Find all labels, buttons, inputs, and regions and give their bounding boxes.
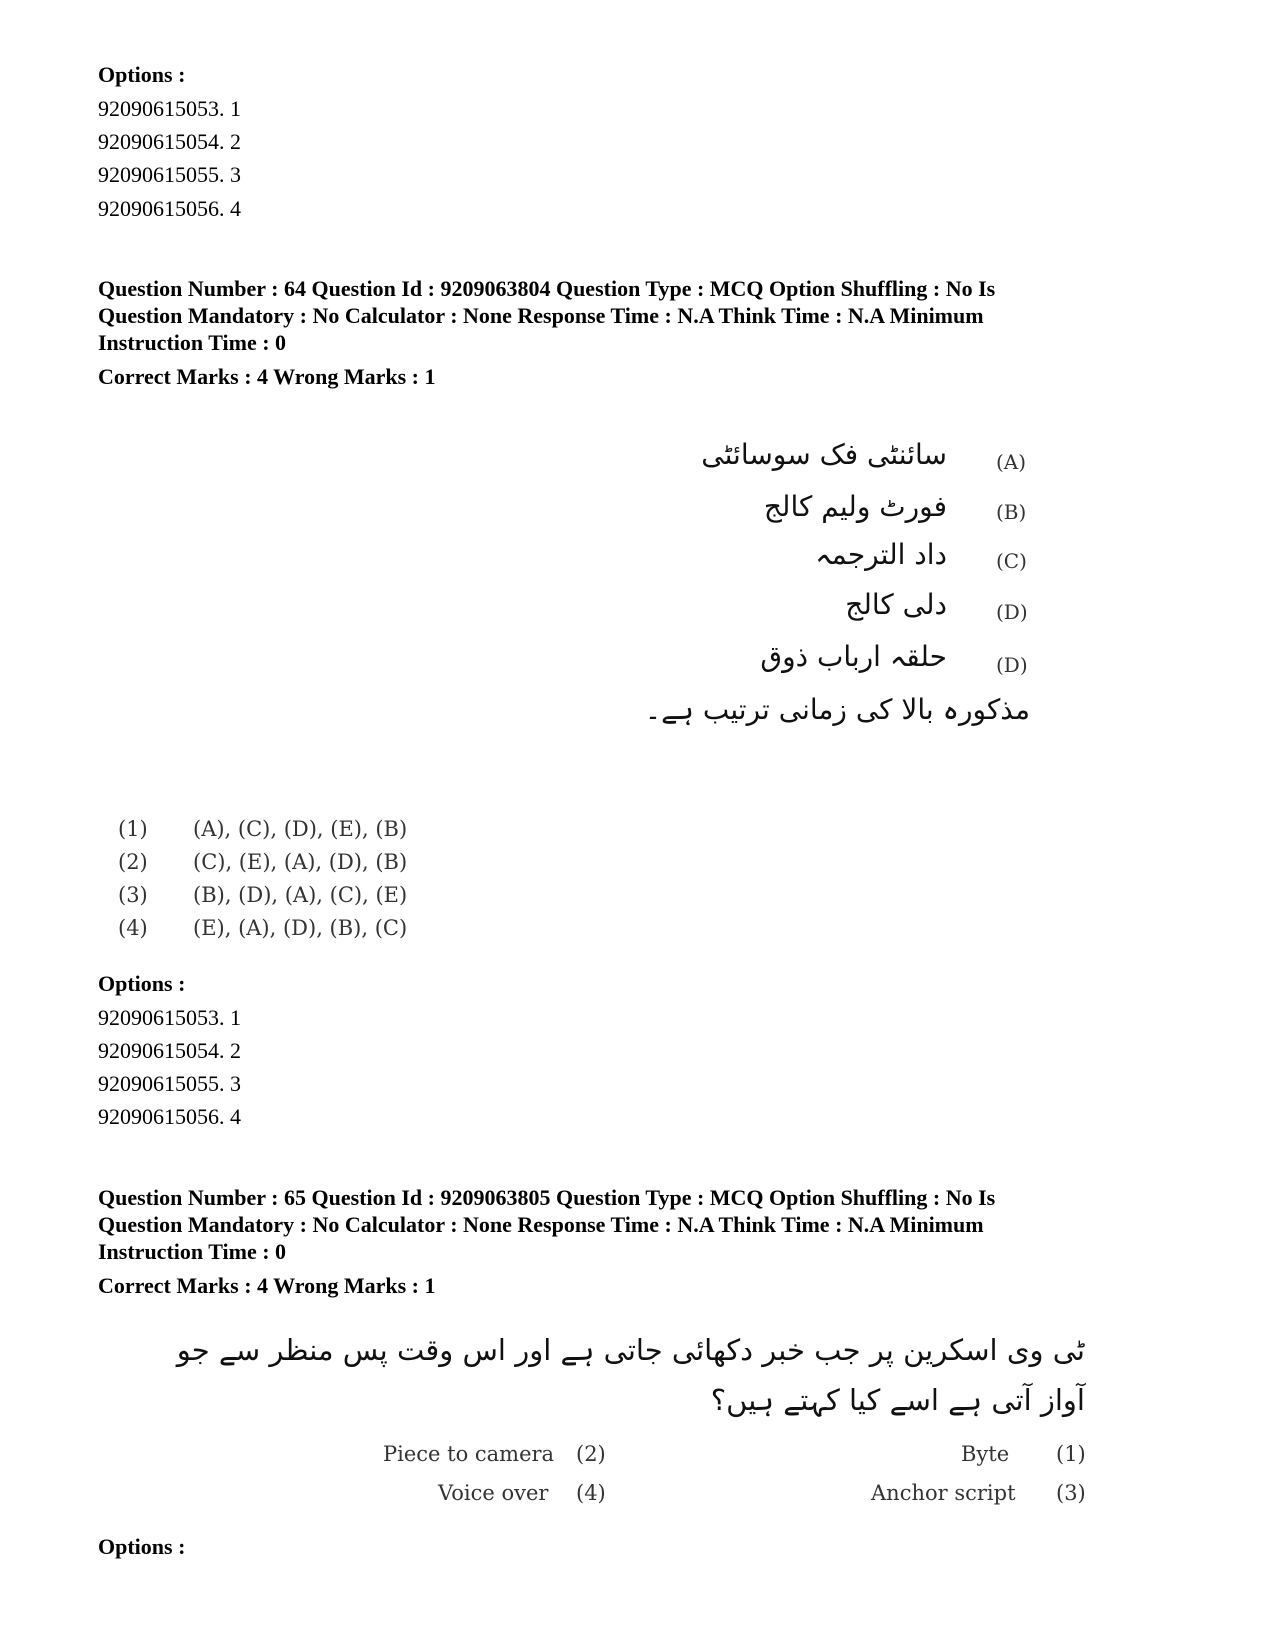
urdu-item-c-text: داد الترجمہ <box>815 538 947 571</box>
urdu-question-line-1: ٹی وی اسکرین پر جب خبر دکھائی جاتی ہے اور اس وقت پس منظر سے جو <box>176 1333 1085 1367</box>
question-64-header-line-1: Question Number : 64 Question Id : 9209063804 Question Type : MCQ Option Shuffling : No Is <box>98 276 996 301</box>
question-64-header-line-2: Question Mandatory : No Calculator : None Response Time : N.A Think Time : N.A Minimum <box>98 303 984 328</box>
option-item: 92090615056. 4 <box>98 1104 241 1129</box>
choice-number: (2) <box>576 1442 606 1466</box>
choice-text: (B), (D), (A), (C), (E) <box>193 883 408 907</box>
urdu-item-b-label: (B) <box>996 500 1027 524</box>
question-65-marks: Correct Marks : 4 Wrong Marks : 1 <box>98 1273 436 1298</box>
choice-text: Byte <box>961 1442 1010 1466</box>
urdu-item-c-label: (C) <box>996 549 1027 573</box>
urdu-item-e-label: (D) <box>996 653 1028 677</box>
urdu-question-line-2: آواز آتی ہے اسے کیا کہتے ہیں؟ <box>710 1383 1085 1417</box>
option-item: 92090615053. 1 <box>98 1005 241 1030</box>
urdu-item-d-text: دلی کالج <box>845 588 947 621</box>
question-64-header-line-3: Instruction Time : 0 <box>98 330 287 355</box>
urdu-item-d-label: (D) <box>996 600 1028 624</box>
options-heading-top: Options : <box>98 62 186 87</box>
option-item: 92090615053. 1 <box>98 96 241 121</box>
options-heading-q64: Options : <box>98 971 186 996</box>
urdu-item-a-text: سائنٹی فک سوسائٹی <box>701 438 947 471</box>
option-item: 92090615054. 2 <box>98 129 241 154</box>
option-item: 92090615054. 2 <box>98 1038 241 1063</box>
choice-number: (2) <box>118 850 148 874</box>
question-65-header-line-3: Instruction Time : 0 <box>98 1239 287 1264</box>
choice-number: (4) <box>576 1481 606 1505</box>
choice-number: (4) <box>118 916 148 940</box>
choice-number: (3) <box>118 883 148 907</box>
question-64-marks: Correct Marks : 4 Wrong Marks : 1 <box>98 364 436 389</box>
option-item: 92090615056. 4 <box>98 196 241 221</box>
options-heading-q65: Options : <box>98 1534 186 1559</box>
choice-text: Piece to camera <box>383 1442 555 1466</box>
choice-text: Voice over <box>438 1481 549 1505</box>
urdu-item-e-text: حلقہ ارباب ذوق <box>760 640 947 673</box>
choice-number: (1) <box>1056 1442 1086 1466</box>
choice-text: (E), (A), (D), (B), (C) <box>193 916 408 940</box>
question-65-header-line-2: Question Mandatory : No Calculator : None Response Time : N.A Think Time : N.A Minimum <box>98 1212 984 1237</box>
choice-text: (C), (E), (A), (D), (B) <box>193 850 408 874</box>
option-item: 92090615055. 3 <box>98 162 241 187</box>
urdu-item-a-label: (A) <box>996 450 1027 474</box>
choice-number: (3) <box>1056 1481 1086 1505</box>
question-65-header-line-1: Question Number : 65 Question Id : 9209063805 Question Type : MCQ Option Shuffling : No Is <box>98 1185 996 1210</box>
choice-text: (A), (C), (D), (E), (B) <box>193 817 408 841</box>
choice-text: Anchor script <box>871 1481 1016 1505</box>
choice-number: (1) <box>118 817 148 841</box>
option-item: 92090615055. 3 <box>98 1071 241 1096</box>
urdu-question-text: مذکورہ بالا کی زمانی ترتیب ہے۔ <box>644 693 1030 726</box>
urdu-item-b-text: فورٹ ولیم کالج <box>763 490 947 523</box>
